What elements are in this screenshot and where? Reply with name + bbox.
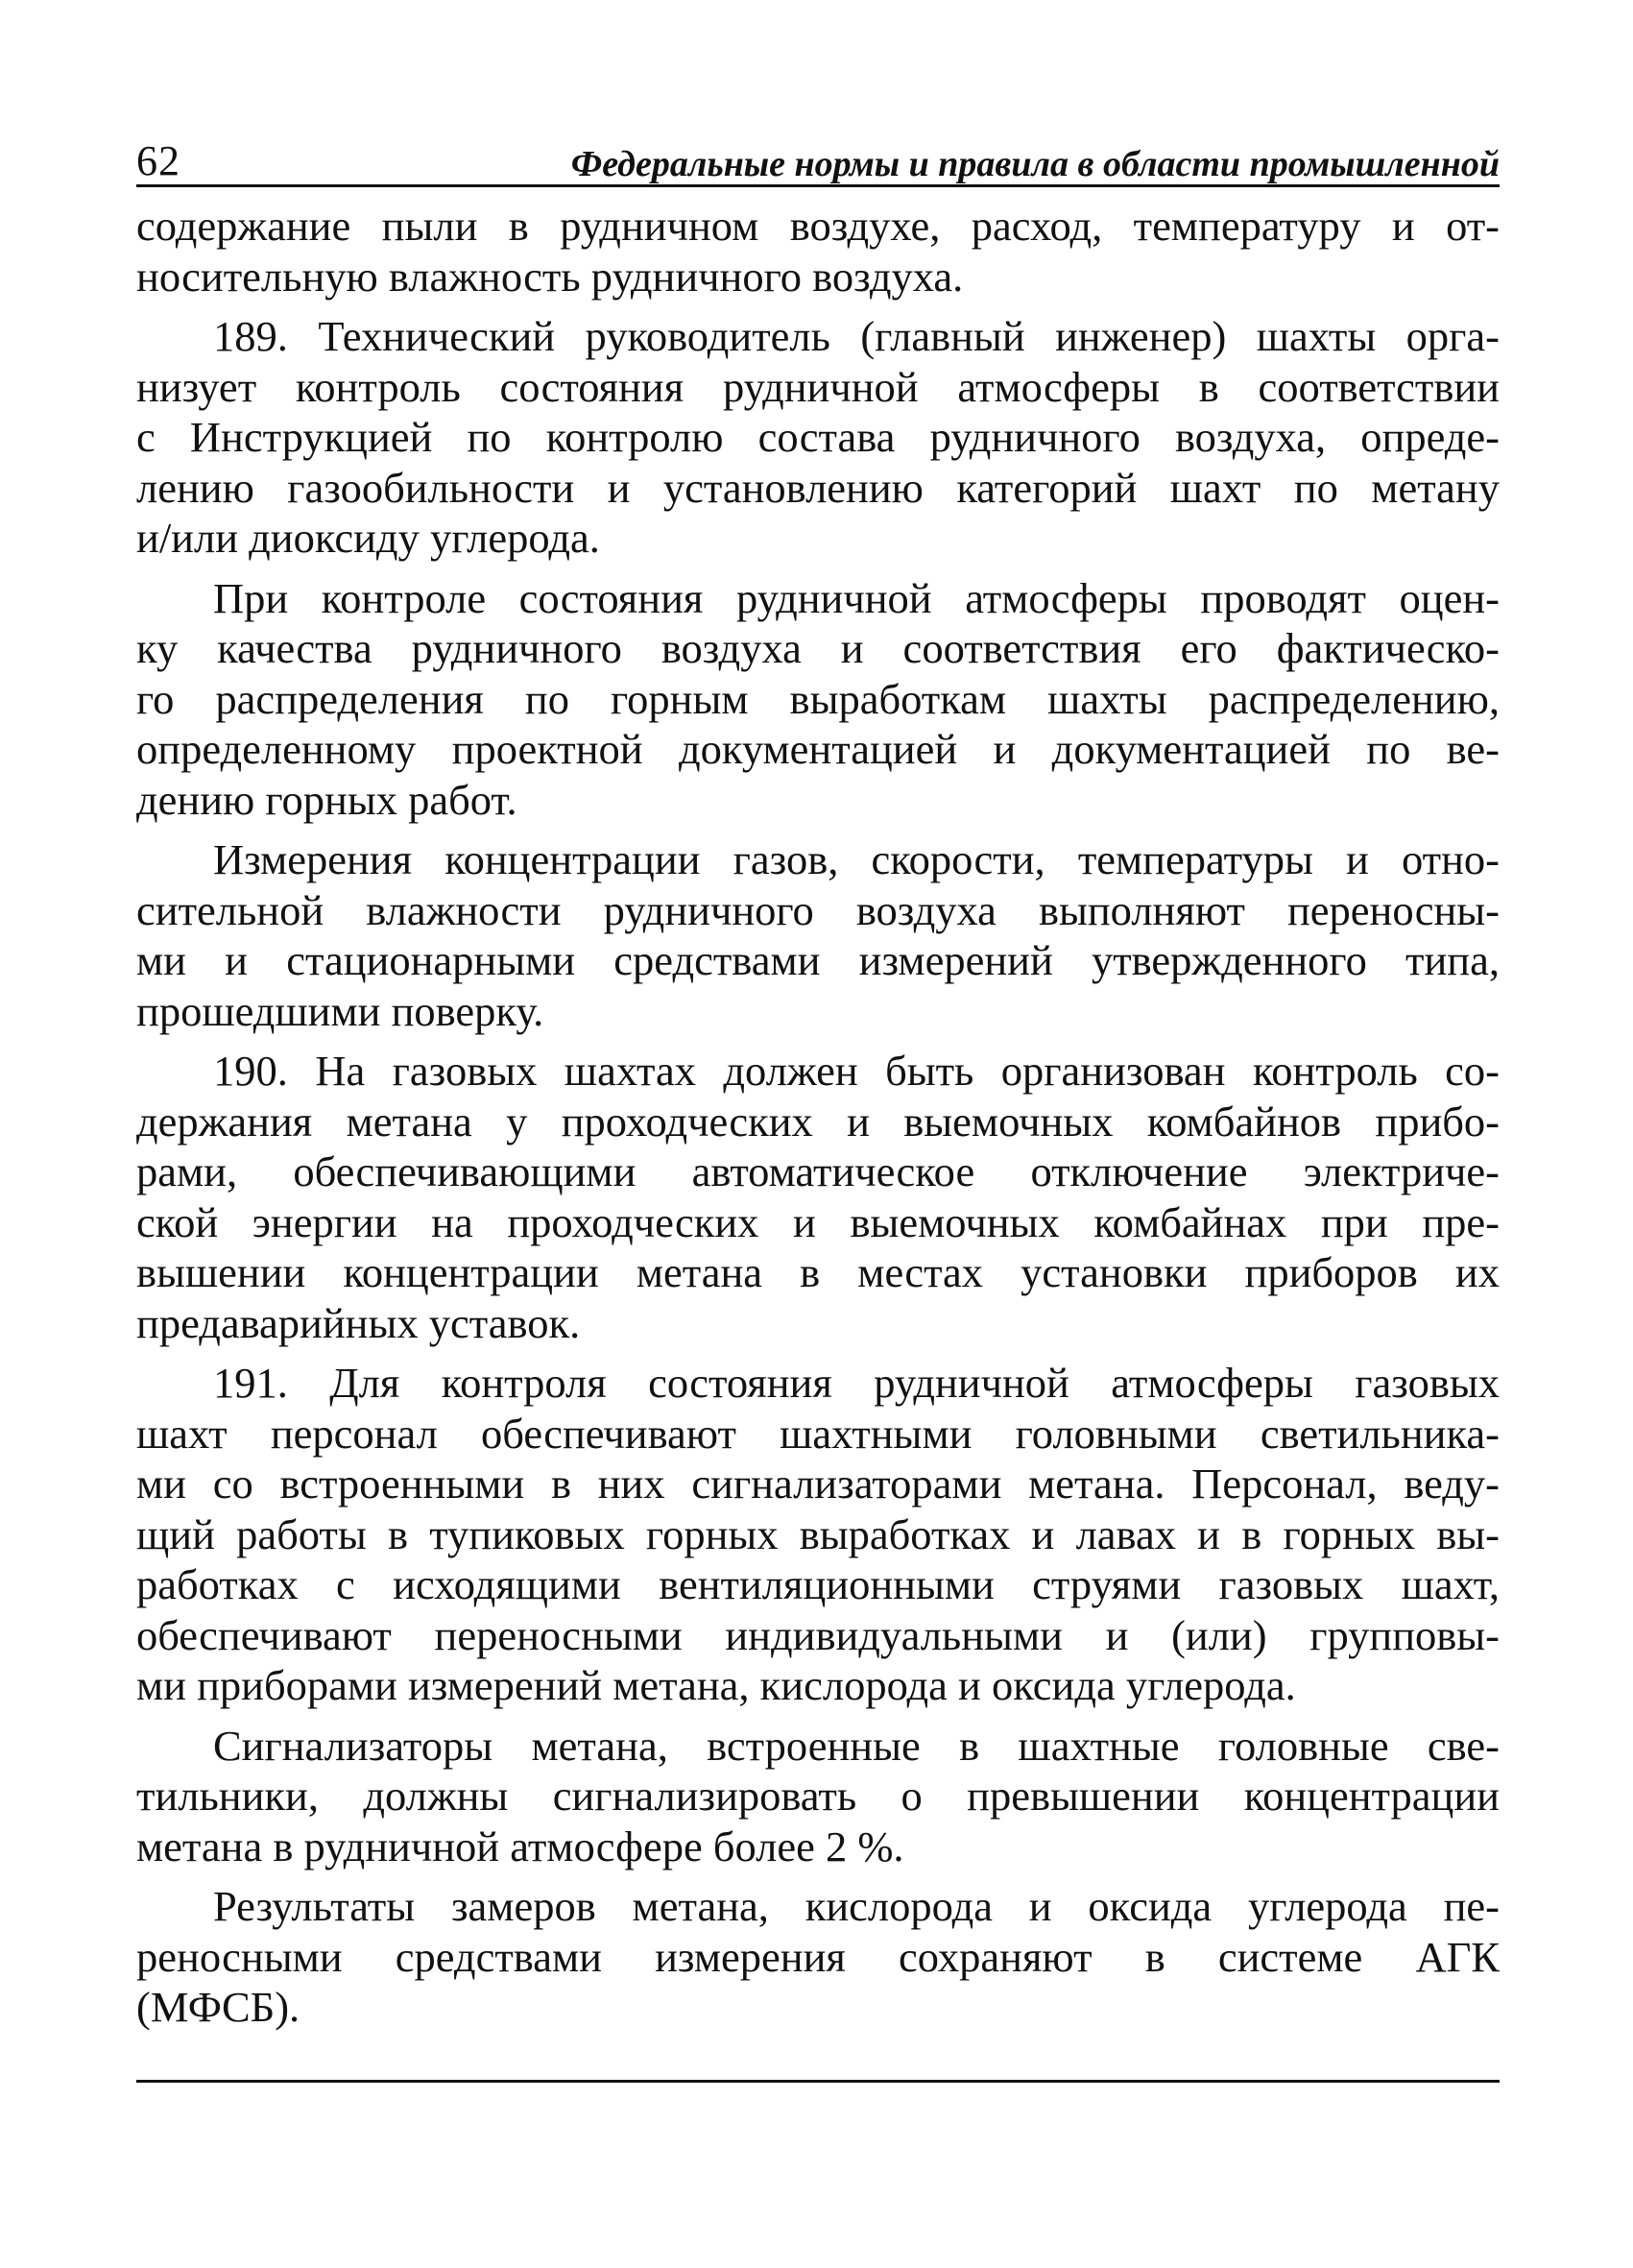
text-line: ми приборами измерений метана, кислорода и оксида углерода.: [136, 1661, 1296, 1709]
text-line: При контроле состояния рудничной атмосферы проводят оцен-: [213, 573, 1500, 622]
text-line: 190. На газовых шахтах должен быть организован контроль со-: [213, 1047, 1500, 1095]
text-line: Результаты замеров метана, кислорода и оксида углерода пе-: [213, 1882, 1500, 1930]
text-line: щий работы в тупиковых горных выработках и лавах и в горных вы-: [136, 1509, 1500, 1558]
text-line: ской энергии на проходческих и выемочных комбайнах при пре-: [136, 1197, 1500, 1246]
text-line: с Инструкцией по контролю состава рудничного воздуха, опреде-: [136, 413, 1500, 461]
text-line: обеспечивают переносными индивидуальными и (или) групповы-: [136, 1610, 1500, 1659]
text-line: ку качества рудничного воздуха и соответствия его фактическо-: [136, 624, 1500, 672]
text-line: ми и стационарными средствами измерений утвержденного типа,: [136, 936, 1500, 984]
text-line: 191. Для контроля состояния рудничной атмосферы газовых: [213, 1359, 1500, 1407]
text-line: тильники, должны сигнализировать о превышении концентрации: [136, 1772, 1500, 1820]
text-line: содержание пыли в рудничном воздухе, расход, температуру и от-: [136, 202, 1500, 250]
text-line: 189. Технический руководитель (главный инженер) шахты орга-: [213, 312, 1500, 360]
text-line: реносными средствами измерения сохраняют в системе АГК: [136, 1932, 1500, 1981]
text-line: работках с исходящими вентиляционными струями газовых шахт,: [136, 1560, 1500, 1608]
text-line: лению газообильности и установлению категорий шахт по метану: [136, 463, 1500, 512]
paragraph: [136, 201, 1500, 302]
paragraph: [136, 1358, 1500, 1711]
text-line: (МФСБ).: [136, 1983, 300, 2031]
text-line: держания метана у проходческих и выемочных комбайнов прибо-: [136, 1097, 1500, 1146]
text-line: Сигнализаторы метана, встроенные в шахтные головные све-: [213, 1721, 1500, 1770]
paragraph: [136, 1721, 1500, 1872]
text-line: ми со встроенными в них сигнализаторами метана. Персонал, веду-: [136, 1460, 1500, 1508]
text-line: метана в рудничной атмосфере более 2 %.: [136, 1822, 904, 1870]
paragraph: [136, 311, 1500, 564]
paragraph: [136, 1881, 1500, 2033]
text-line: шахт персонал обеспечивают шахтными головными светильника-: [136, 1409, 1500, 1458]
text-line: предаварийных уставок.: [136, 1298, 581, 1347]
running-head: Федеральные нормы и правила в области промышленной: [570, 144, 1500, 184]
book-page: [136, 123, 1500, 2042]
text-line: прошедшими поверку.: [136, 986, 544, 1035]
body-text: [136, 201, 1500, 2033]
text-line: и/или диоксиду углерода.: [136, 514, 600, 562]
text-line: низует контроль состояния рудничной атмосферы в соответствии: [136, 362, 1500, 411]
page-header: [136, 123, 1500, 187]
text-line: рами, обеспечивающими автоматическое отключение электриче-: [136, 1147, 1500, 1195]
page-number: 62: [136, 137, 180, 184]
text-line: вышении концентрации метана в местах установки приборов их: [136, 1248, 1500, 1296]
text-line: дению горных работ.: [136, 775, 517, 824]
text-line: го распределения по горным выработкам шахты распределению,: [136, 674, 1500, 723]
text-line: Измерения концентрации газов, скорости, температуры и отно-: [213, 835, 1500, 883]
footer-rule: [136, 2080, 1500, 2083]
text-line: носительную влажность рудничного воздуха.: [136, 252, 964, 301]
paragraph: [136, 573, 1500, 826]
paragraph: [136, 1046, 1500, 1348]
paragraph: [136, 834, 1500, 1036]
text-line: сительной влажности рудничного воздуха выполняют переносны-: [136, 885, 1500, 934]
text-line: определенному проектной документацией и документацией по ве-: [136, 725, 1500, 773]
